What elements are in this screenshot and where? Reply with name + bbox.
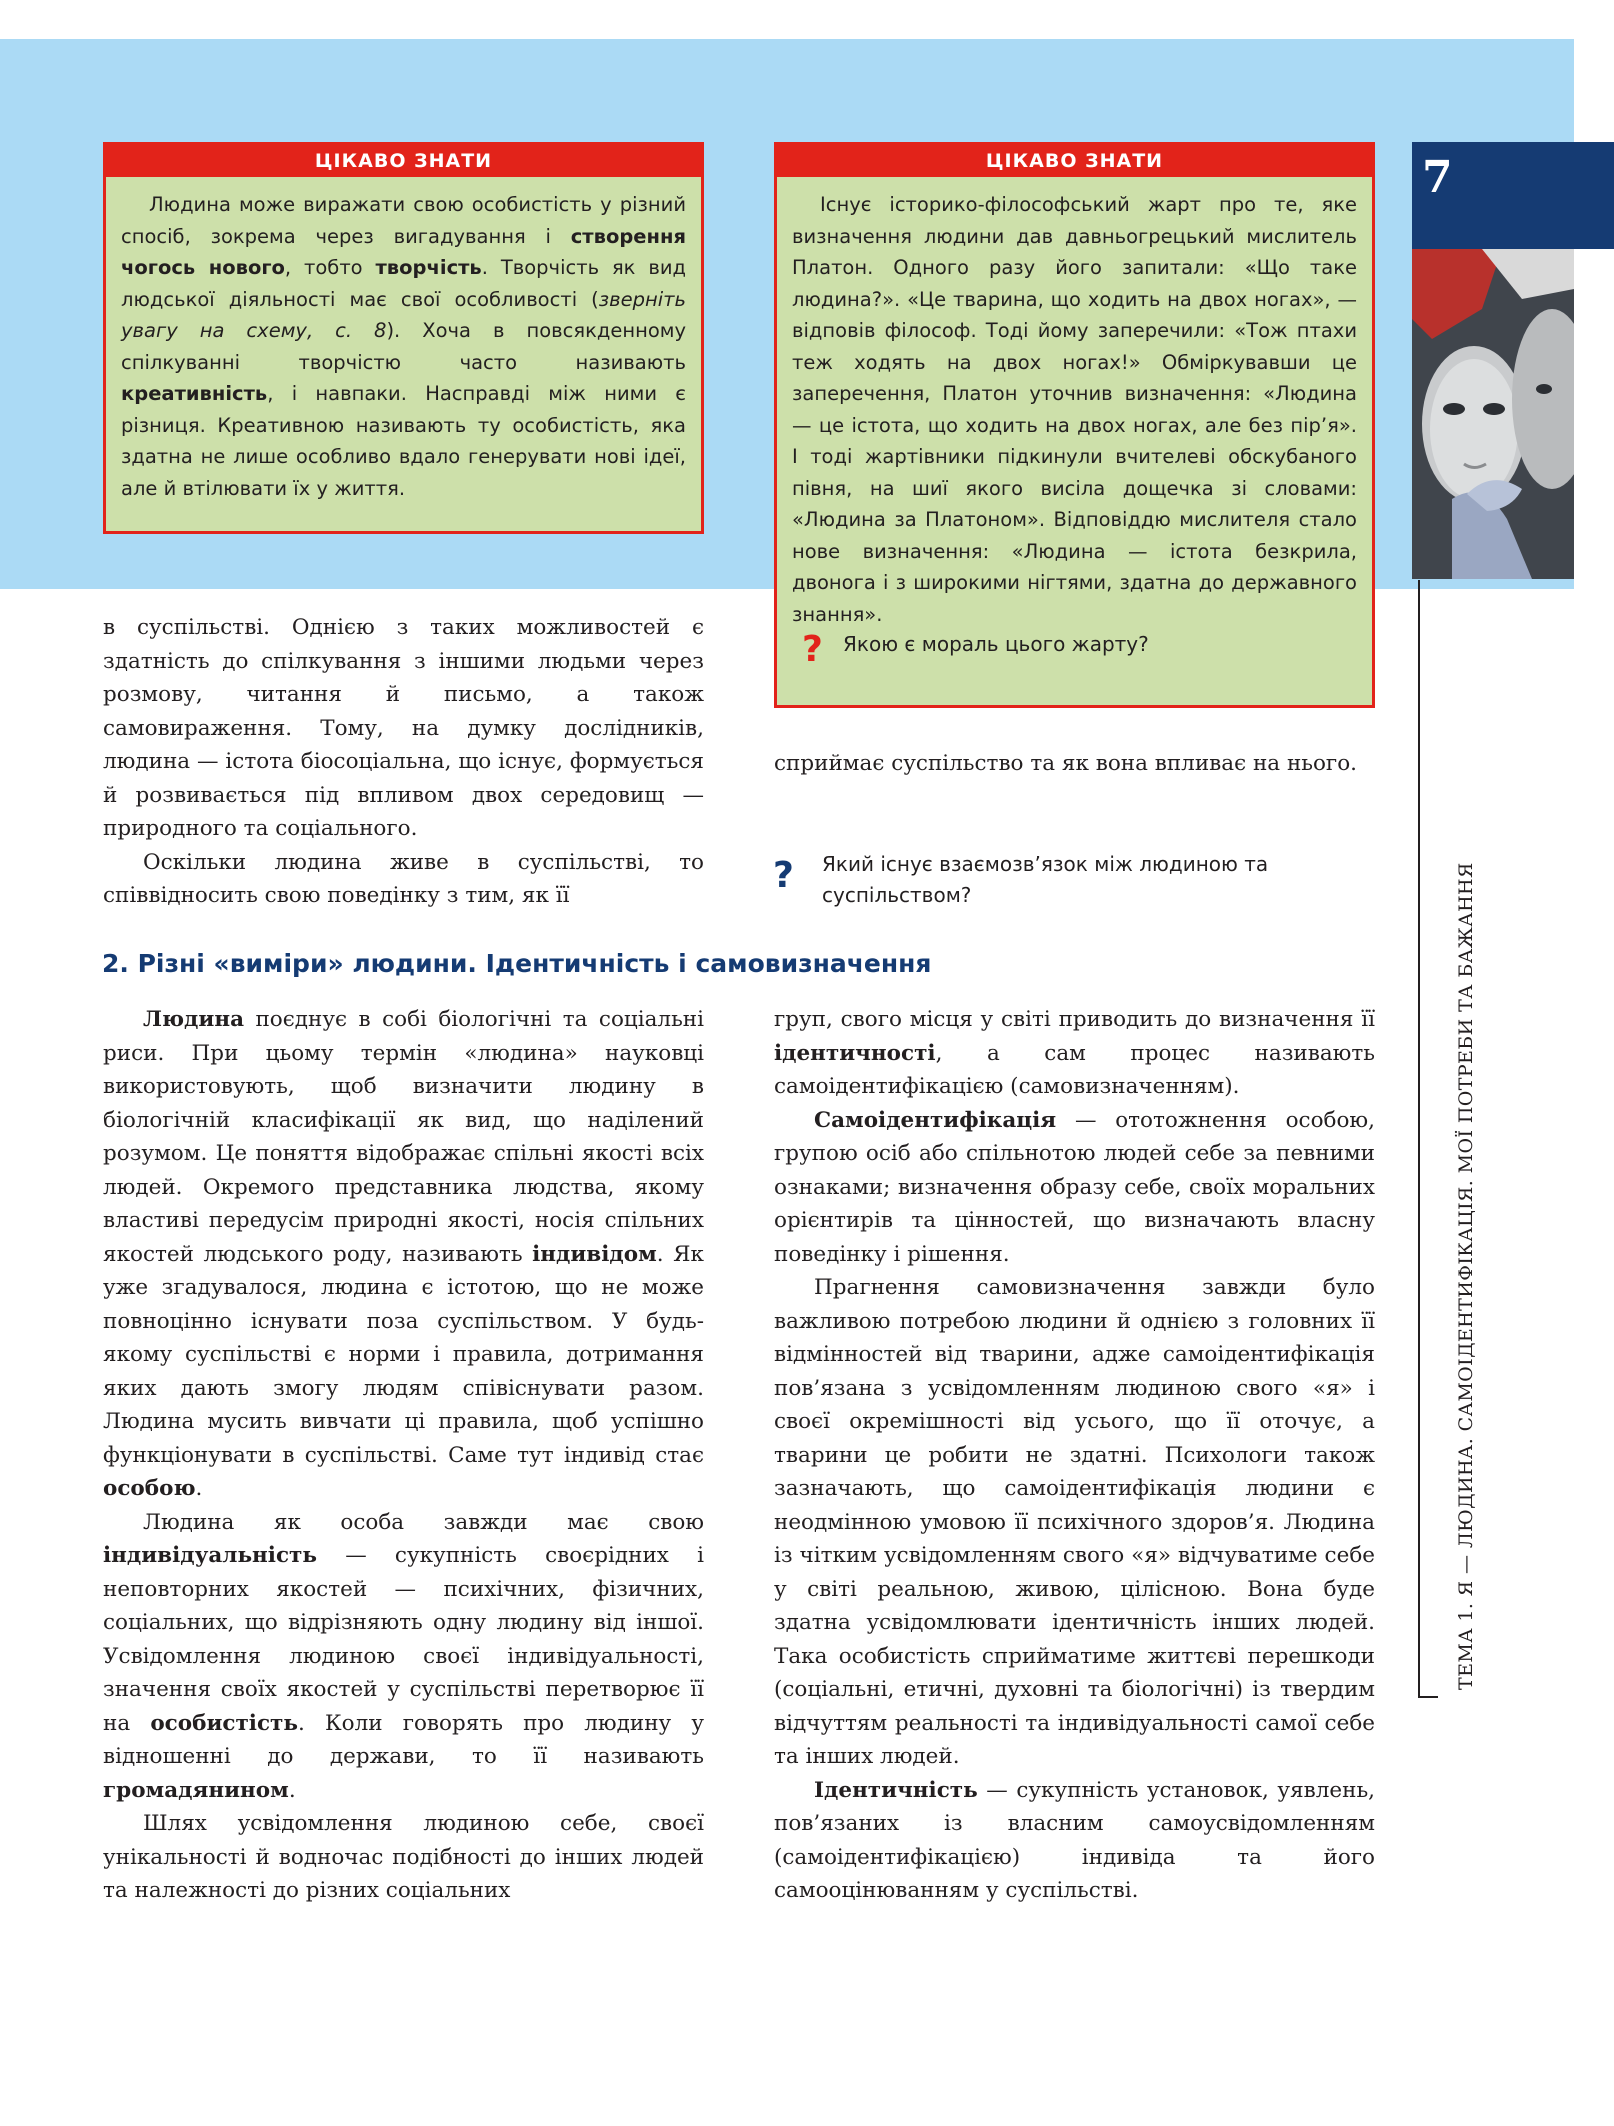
side-chapter-title: ТЕМА 1. Я — ЛЮДИНА. САМОІДЕНТИФІКАЦІЯ. МОЇ ПОТРЕБИ ТА БАЖАННЯ xyxy=(1455,862,1477,1690)
box-text: Існує історико-філософський жарт про те, яке визначення людини дав давньогрецький мислитель Платон. Одного разу його запитали: «Що таке людина?». «Це тварина, що ходить на двох ногах», — відповів філософ. Тоді йому заперечили: «Тож птахи теж ходять на двох ногах!» Обміркувавши це заперечення, Платон уточнив визначення: «Людина — це істота, що ходить на двох ногах, але без пір’я». І тоді жартівники підкинули вчителеві обскубаного півня, на шиї якого висіла дощечка зі словами: «Людина за Платоном». Відповіддю мислителя стало нове визначення: «Людина — істота безкрила, двонога і з широкими нігтями, здатна до державного знання». xyxy=(792,193,1357,626)
page-number: 7 xyxy=(1422,152,1453,203)
right-column: груп, свого місця у світі приводить до визначення її ідентичності, а сам процес називають самоідентифікацією (самовизначенням). Самоідентифікація — ототожнення особою, групою осіб або спільнотою людей себе за певними ознаками; визначення образу себе, своїх моральних орієнтирів та цінностей, що визначають власну поведінку і рішення. Прагнення самовизначення завжди було важливою потребою людини й однією з головних її відмінностей від тварини, адже самоідентифікація пов’язана з усвідомленням людиною свого «я» і своєї окремішності від усього, що її оточує, а тварини це робити не здатні. Психологи також зазначають, що самоідентифікація людини є неодмінною умовою її психічного здоров’я. Людина із чітким усвідомленням свого «я» відчуватиме себе у світі реальною, живою, цілісною. Вона буде здатна усвідомлювати ідентичність інших людей. Така особистість сприйматиме життєві перешкоди (соціальні, етичні, духовні та біологічні) із твердим відчуттям реальності та індивідуальності самої себе та інших людей. Ідентичність — сукупність установок, уявлень, пов’язаних із власним самоусвідомленням (самоідентифікацією) індивіда та його самооцінюванням у суспільстві. xyxy=(774,1007,1375,1903)
section-question: Який існує взаємозв’язок між людиною та суспільством? xyxy=(822,852,1269,907)
question-mark-red-icon: ? xyxy=(802,629,823,670)
upper-right-text: сприймає суспільство та як вона впливає на нього. xyxy=(774,751,1357,776)
section-heading: 2. Різні «виміри» людини. Ідентичність і самовизначення xyxy=(102,949,932,978)
left-column: Людина поєднує в собі біологічні та соціальні риси. При цьому термін «людина» науковці використовують, щоб визначити людину в біологічній класифікації як вид, що наділений розумом. Це поняття відображає спільні якості всіх людей. Окремого представника людства, якому властиві передусім природні якості, носія спільних якостей людського роду, називають індивідом. Як уже згадувалося, людина є істотою, що не може повноцінно існувати поза суспільством. У будь-якому суспільстві є норми і правила, дотримання яких дають змогу людям співіснувати разом. Людина мусить вивчати ці правила, щоб успішно функціонувати в суспільстві. Саме тут індивід стає особою. Людина як особа завжди має свою індивідуальність — сукупність своєрідних і неповторних якостей — психічних, фізичних, соціальних, що відрізняють одну людину від іншої. Усвідомлення людиною своєї індивідуальності, значення своїх якостей у суспільстві перетворює її на особистість. Коли говорять про людину у відношенні до держави, то її називають громадянином. Шлях усвідомлення людиною себе, своєї унікальності й водночас подібності до інших людей та належності до різних соціальних xyxy=(103,1007,705,1903)
box-title: ЦІКАВО ЗНАТИ xyxy=(106,145,701,177)
box-text: Людина може виражати свою особистість у різний спосіб, зокрема через вигадування і створення чогось нового, тобто творчість. Творчість як вид людської діяльності має свої особливості (зверніть увагу на схему, с. 8). Хоча в повсякденному спілкуванні творчістю часто називають креативність, і навпаки. Насправді між ними є різниця. Креативною називають ту особистість, яка здатна не лише особливо вдало генерувати нові ідеї, але й втілювати їх у життя. xyxy=(121,193,687,500)
question-mark-blue-icon: ? xyxy=(773,855,794,896)
side-rule xyxy=(1418,580,1420,1697)
interesting-fact-box-2 xyxy=(774,142,1375,708)
upper-left-text: в суспільстві. Однією з таких можливостей є здатність до спілкування з іншими людьми через розмову, читання й письмо, а також самовираження. Тому, на думку дослідників, людина — істота біосоціальна, що існує, формується й розвивається під впливом двох середовищ — природного та соціального. Оскільки людина живе в суспільстві, то співвідносить свою поведінку з тим, як її xyxy=(103,615,704,908)
box-title: ЦІКАВО ЗНАТИ xyxy=(777,145,1372,177)
box-question: Якою є мораль цього жарту? xyxy=(843,632,1149,656)
mask-photo-illustration xyxy=(1412,249,1574,579)
mask-photo xyxy=(1412,249,1574,579)
side-rule-tick xyxy=(1418,1696,1438,1698)
interesting-fact-box-1 xyxy=(103,142,704,534)
